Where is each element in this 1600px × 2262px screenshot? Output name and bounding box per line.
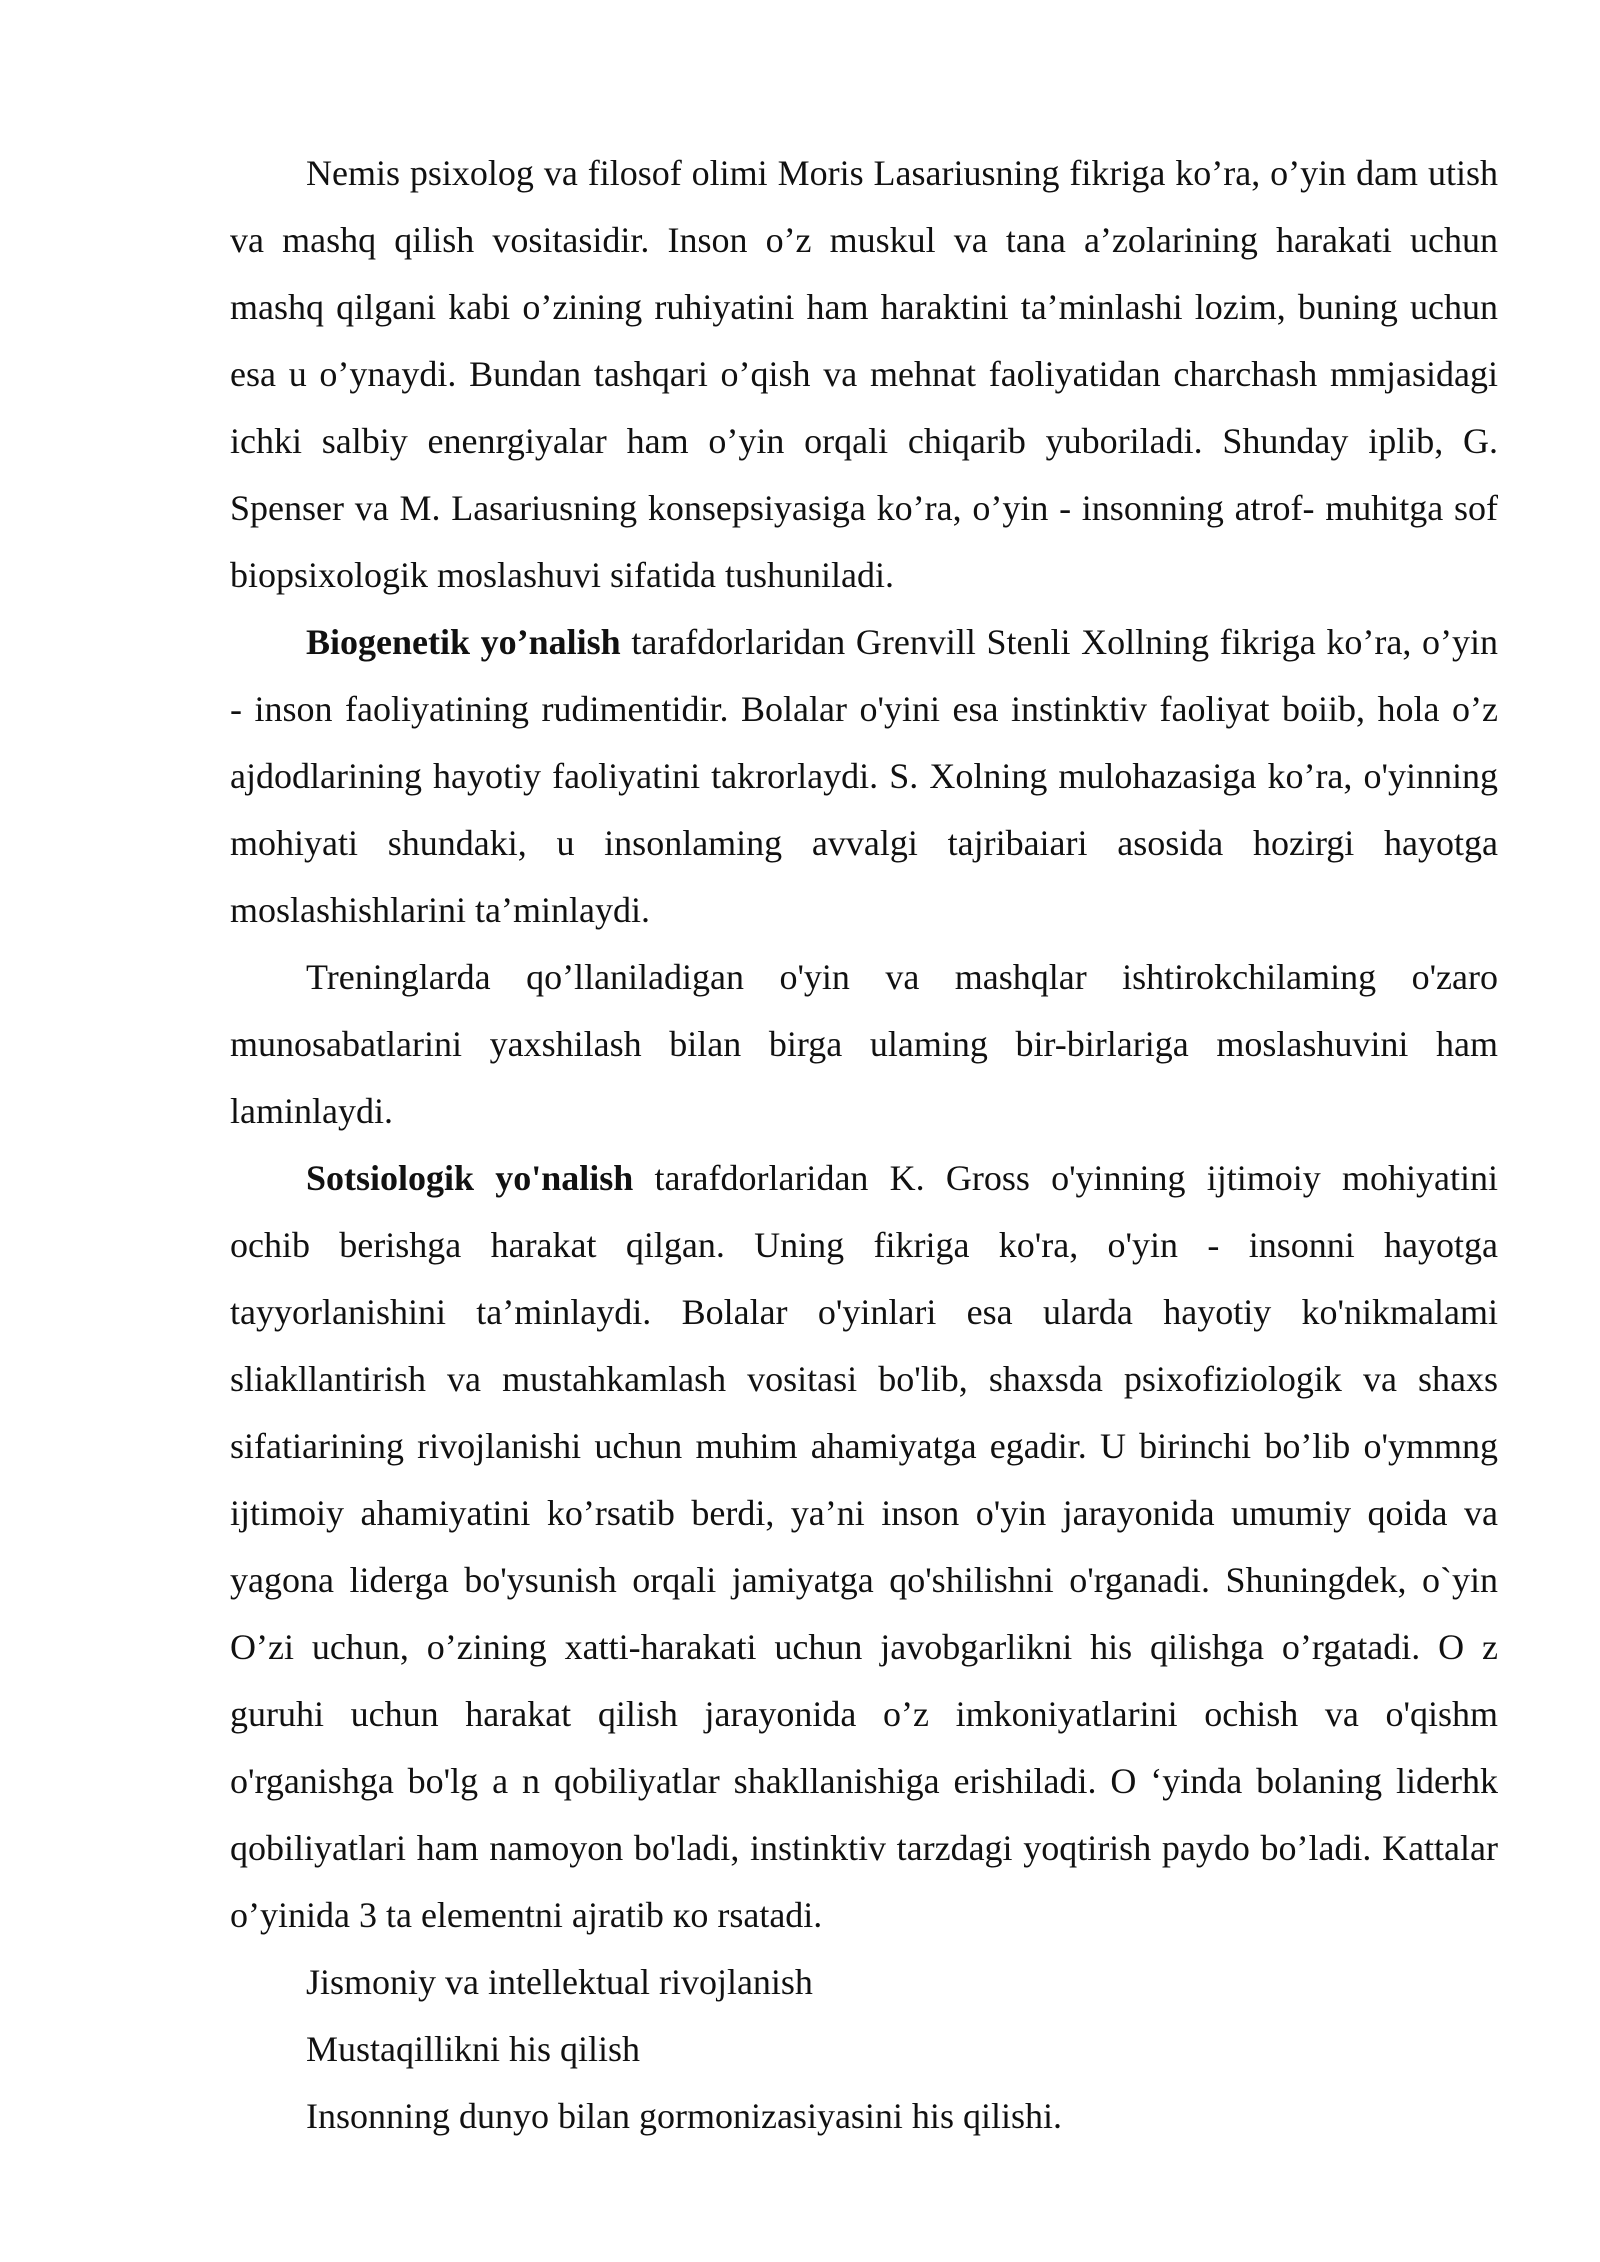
paragraph-heading-sotsiologik: Sotsiologik yo'nalish [306,1158,634,1198]
paragraph-text: tarafdorlaridan Grenvill Stenli Xollning fikriga ko’ra, o’yin - inson faoliyatining rudimentidir. Bolalar o'yini esa instinktiv faoliyat boiib, hola o’z ajdodlarining hayotiy faoliyatini takrorlaydi. S. Xolning mulohazasiga ko’ra, o'yinning mohiyati shundaki, u insonlaming avvalgi tajribaiari asosida hozirgi hayotga moslashishlarini ta’minlaydi. [230,622,1498,930]
paragraph-text: Nemis psixolog va filosof olimi Moris Lasariusning fikriga ko’ra, o’yin dam utish va mashq qilish vositasidir. Inson o’z muskul va tana a’zolarining harakati uchun mashq qilgani kabi o’zining ruhiyatini ham haraktini ta’minlashi lozim, buning uchun esa u o’ynaydi. Bundan tashqari o’qish va mehnat faoliyatidan charchash mmjasidagi ichki salbiy enenrgiyalar ham o’yin orqali chiqarib yuboriladi. Shunday iplib, G. Spenser va M. Lasariusning konsepsiyasiga ko’ra, o’yin - insonning atrof- muhitga sof biopsixologik moslashuvi sifatida tushuniladi. [230,153,1498,595]
paragraph-text: tarafdorlaridan K. Gross o'yinning ijtimoiy mohiyatini ochib berishga harakat qilgan. Uning fikriga ko'ra, o'yin - insonni hayotga tayyorlanishini ta’minlaydi. Bolalar o'yinlari esa ularda hayotiy ko'nikmalami sliakllantirish va mustahkamlash vositasi bo'lib, shaxsda psixofiziologik va shaxs sifatiarining rivojlanishi uchun muhim ahamiyatga egadir. U birinchi bo’lib o'ymmng ijtimoiy ahamiyatini ko’rsatib berdi, ya’ni inson o'yin jarayonida umumiy qoida va yagona liderga bo'ysunish orqali jamiyatga qo'shilishni o'rganadi. Shuningdek, o`yin O’zi uchun, o’zining xatti-harakati uchun javobgarlikni his qilishga o’rgatadi. O z guruhi uchun harakat qilish jarayonida o’z imkoniyatlarini ochish va o'qishm o'rganishga bo'lg a n qobiliyatlar shakllanishiga erishiladi. O ‘yinda bolaning liderhk qobiliyatlari ham namoyon bo'ladi, instinktiv tarzdagi yoqtirish paydo bo’ladi. Kattalar o’yinida 3 ta elementni ajratib кo rsatadi. [230,1158,1498,1935]
document-page [230,140,1498,2150]
paragraph-sotsiologik [230,1145,1498,1949]
paragraph-heading-biogenetik: Biogenetik yo’nalish [306,622,621,662]
list-item: Insonning dunyo bilan gormonizasiyasini his qilishi. [306,2096,1062,2136]
paragraph-biogenetik [230,609,1498,944]
paragraph-lasarius [230,140,1498,609]
list-item: Jismoniy va intellektual rivojlanish [306,1962,813,2002]
paragraph-treninglar [230,944,1498,1145]
list-item: Mustaqillikni his qilish [306,2029,641,2069]
paragraph-text: Treninglarda qo’llaniladigan o'yin va mashqlar ishtirokchilaming o'zaro munosabatlarini yaxshilash bilan birga ulaming bir-birlariga moslashuvini ham laminlaydi. [230,957,1498,1131]
